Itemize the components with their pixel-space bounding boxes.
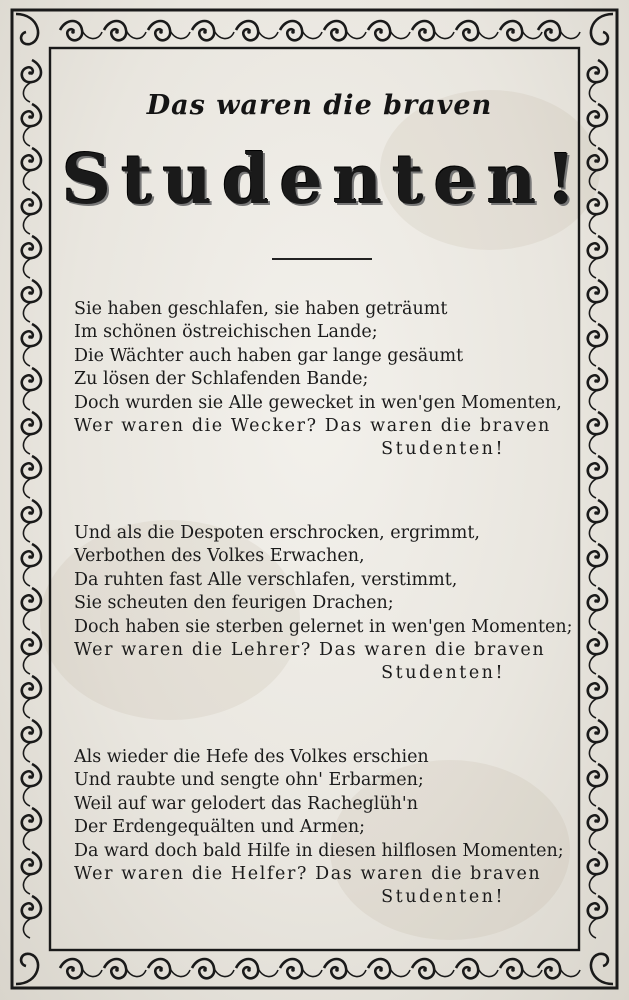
verse-line: Doch wurden sie Alle gewecket in wen'gen Momenten,	[74, 392, 562, 413]
title-line-2: Studenten!	[62, 140, 587, 220]
verse-line: Und raubte und sengte ohn' Erbarmen;	[74, 770, 424, 791]
refrain-tail: Studenten!	[381, 663, 505, 684]
verse-line: Sie haben geschlafen, sie haben geträumt	[74, 299, 448, 319]
verse-line: Als wieder die Hefe des Volkes erschien	[74, 747, 429, 767]
refrain-line: Wer waren die Helfer? Das waren die braven	[74, 863, 542, 884]
verse-line: Weil auf war gelodert das Racheglüh'n	[74, 793, 419, 814]
poster-content	[62, 70, 587, 950]
refrain-line: Wer waren die Lehrer? Das waren die braven	[74, 639, 546, 660]
title-divider	[272, 258, 372, 260]
verse-line: Zu lösen der Schlafenden Bande;	[74, 369, 369, 390]
verse-line: Der Erdengequälten und Armen;	[74, 817, 365, 838]
verse-line: Da ruhten fast Alle verschlafen, verstimmt,	[74, 569, 458, 590]
verse-line: Sie scheuten den feurigen Drachen;	[74, 593, 394, 614]
verse-line: Da ward doch bald Hilfe in diesen hilflosen Momenten;	[74, 840, 564, 861]
title-line-1: Das waren die braven	[146, 90, 493, 121]
refrain-line: Wer waren die Wecker? Das waren die braven	[74, 415, 551, 436]
refrain-tail: Studenten!	[381, 439, 505, 460]
verse-line: Doch haben sie sterben gelernet in wen'gen Momenten;	[74, 616, 573, 637]
verse-line: Und als die Despoten erschrocken, ergrimmt,	[74, 523, 480, 543]
stanza-3	[74, 746, 577, 910]
refrain-tail: Studenten!	[381, 887, 505, 908]
stanza-2	[74, 522, 577, 686]
verse-line: Verbothen des Volkes Erwachen,	[74, 546, 365, 567]
verse-line: Die Wächter auch haben gar lange gesäumt	[74, 345, 464, 366]
stanza-1	[74, 298, 577, 462]
verse-line: Im schönen östreichischen Lande;	[74, 322, 378, 343]
